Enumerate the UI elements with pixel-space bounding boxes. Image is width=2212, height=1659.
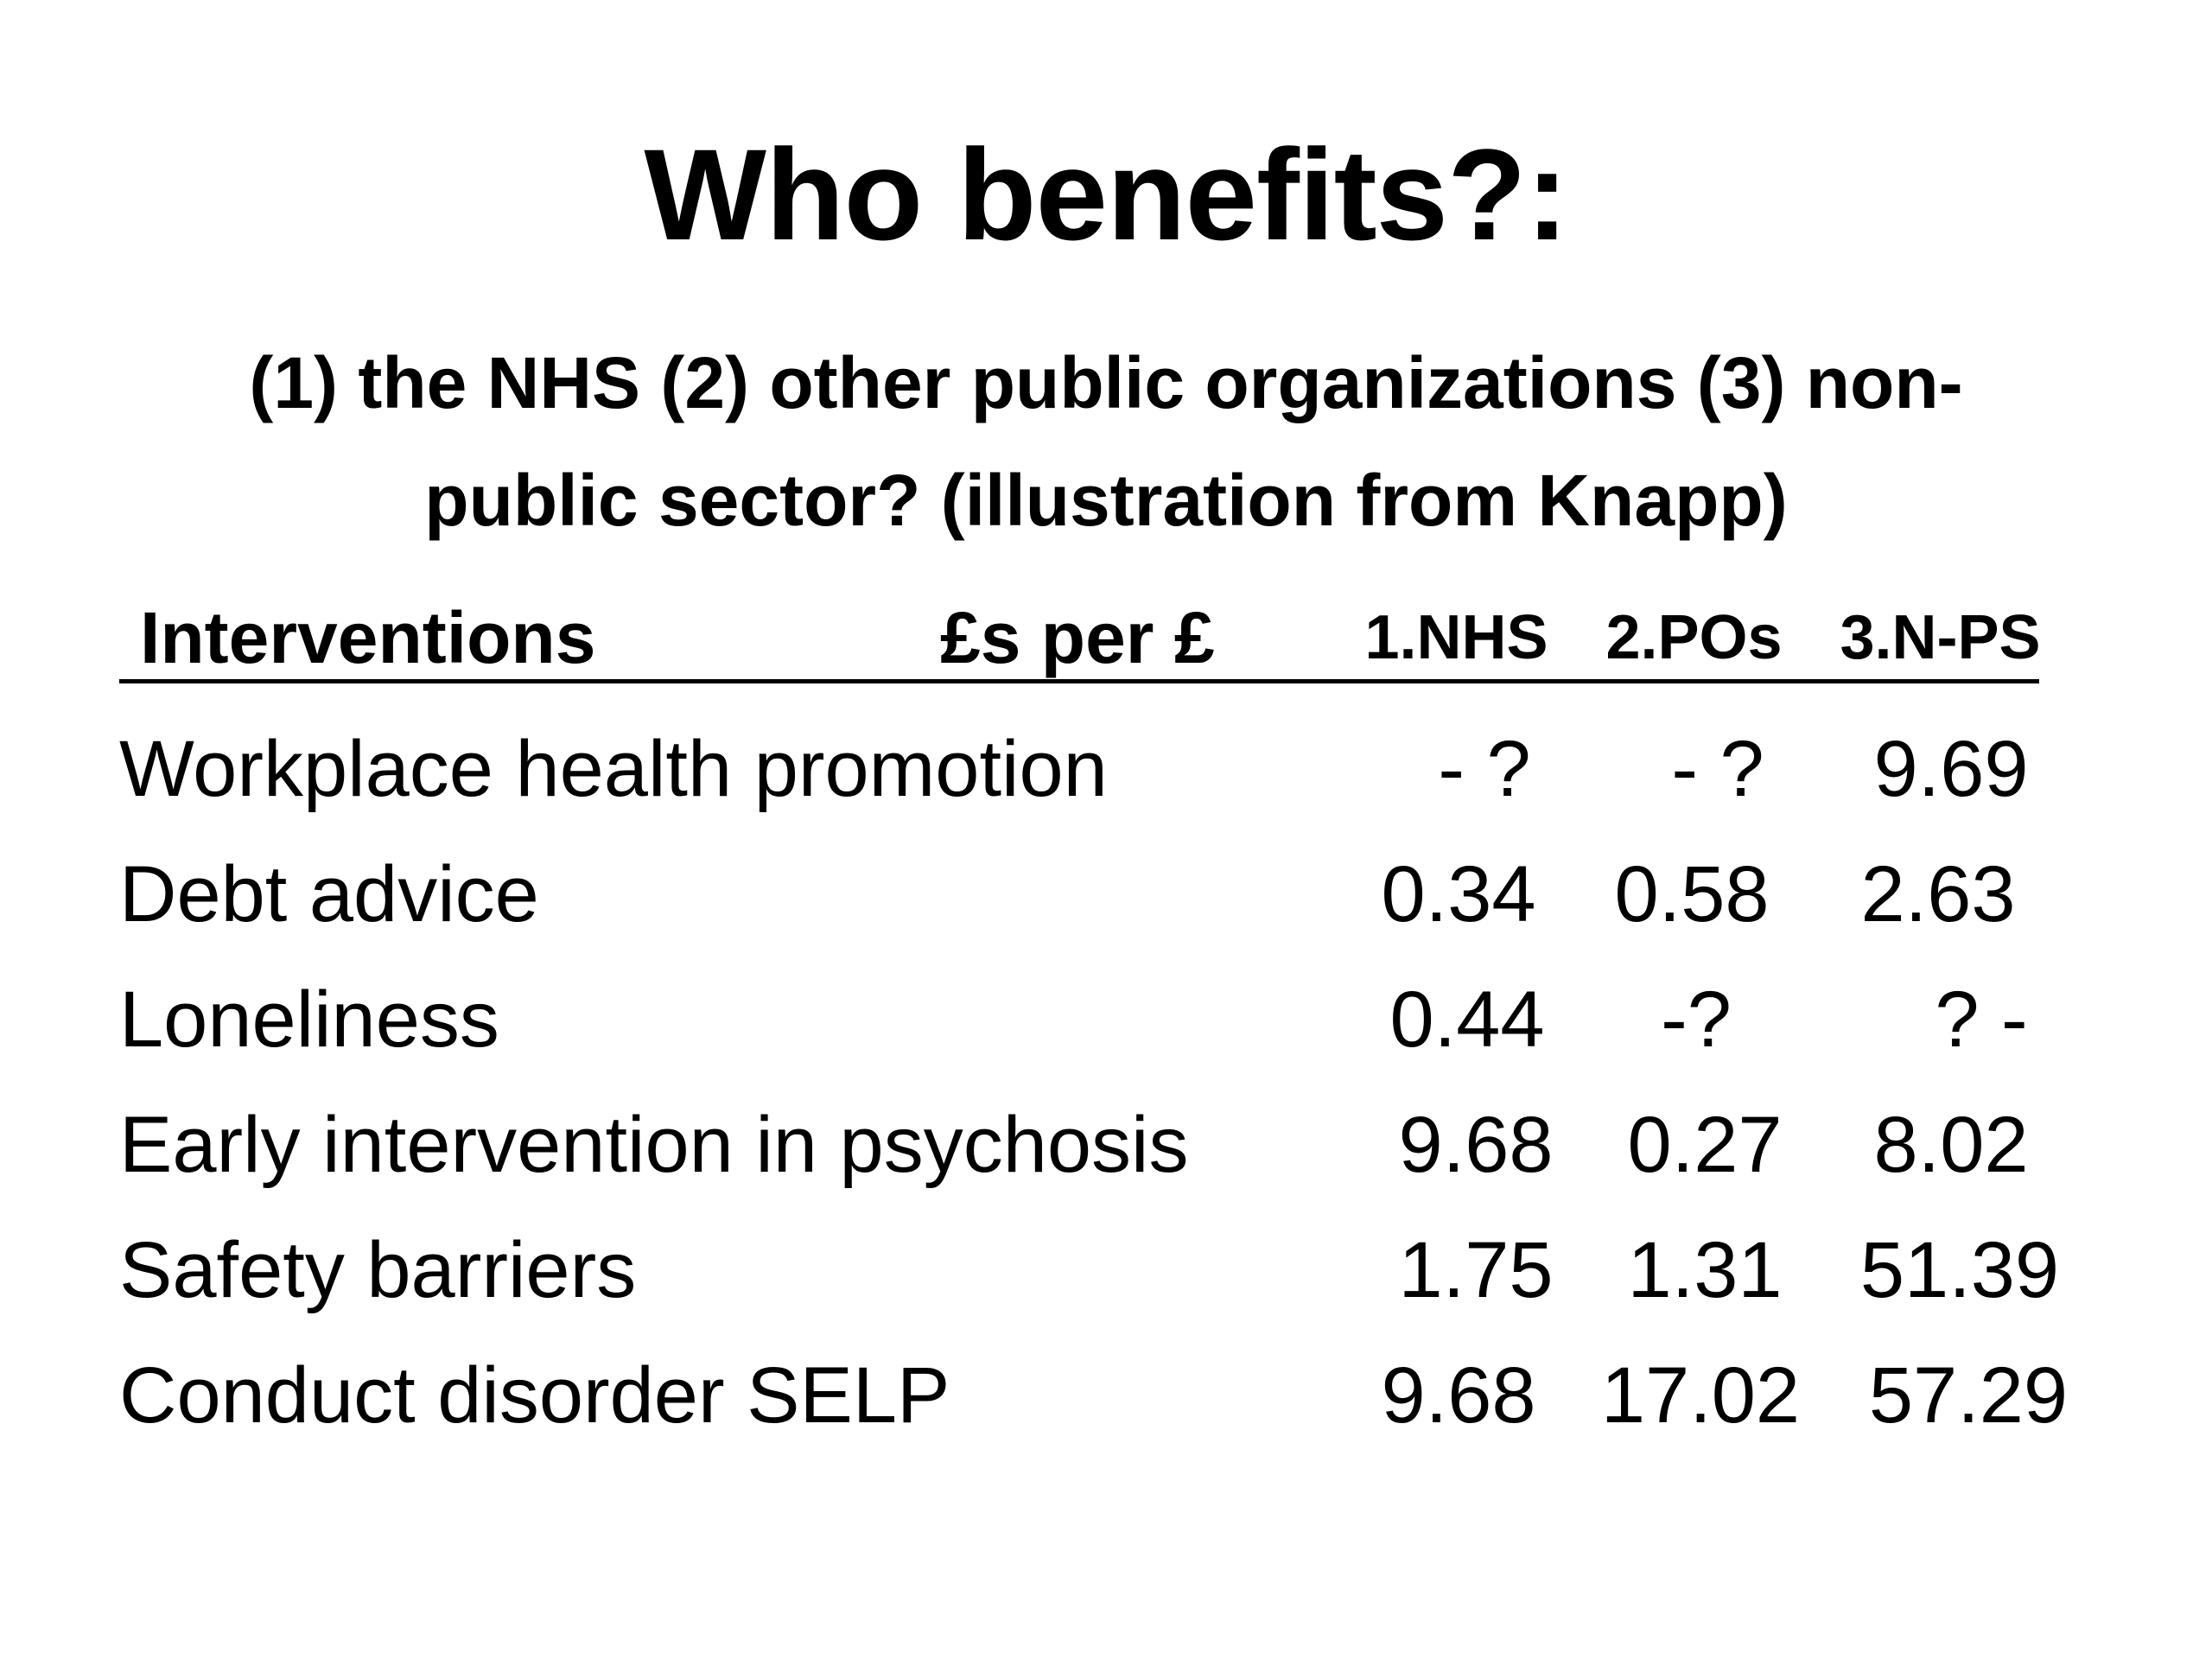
cell-nhs: 1.75 — [1398, 1226, 1554, 1314]
row-label: Safety barriers — [119, 1226, 637, 1314]
row-label: Debt advice — [119, 850, 539, 938]
header-pos: 2.POs — [1605, 603, 1783, 672]
cell-nps: ? - — [1935, 976, 2028, 1064]
cell-pos: 1.31 — [1627, 1226, 1783, 1314]
slide-subtitle: (1) the NHS (2) other public organizations (3) non-public sector? (illustration from Knapp) — [249, 342, 1963, 541]
table-row — [119, 1339, 2107, 1452]
cell-nhs: 9.68 — [1398, 1101, 1554, 1189]
cell-nhs: - ? — [1438, 725, 1531, 813]
cell-nps: 51.39 — [1859, 1226, 2060, 1314]
table-row — [119, 963, 2107, 1076]
cell-pos: 0.27 — [1627, 1101, 1783, 1189]
cell-pos: - ? — [1671, 725, 1764, 813]
table-header-row — [119, 596, 2039, 683]
header-nps: 3.N-PS — [1840, 603, 2041, 672]
header-interventions: Interventions — [140, 597, 596, 678]
table-row — [119, 838, 2107, 950]
cell-nps: 57.29 — [1868, 1351, 2069, 1440]
cell-pos: 0.58 — [1614, 850, 1770, 938]
cell-nhs: 9.68 — [1381, 1351, 1536, 1440]
table-row — [119, 713, 2107, 825]
row-label: Loneliness — [119, 976, 499, 1064]
table-row — [119, 1214, 2107, 1326]
row-label: Early intervention in psychosis — [119, 1101, 1189, 1189]
cell-nhs: 0.34 — [1381, 850, 1536, 938]
table-row — [119, 1089, 2107, 1201]
cell-nhs: 0.44 — [1389, 976, 1545, 1064]
header-per-pound: £s per £ — [940, 597, 1215, 678]
cell-pos: 17.02 — [1600, 1351, 1801, 1440]
row-label: Conduct disorder SELP — [119, 1351, 950, 1440]
cell-nps: 2.63 — [1860, 850, 2016, 938]
row-label: Workplace health promotion — [119, 725, 1108, 813]
cell-pos: -? — [1661, 976, 1732, 1064]
header-nhs: 1.NHS — [1364, 603, 1548, 672]
cell-nps: 8.02 — [1873, 1101, 2029, 1189]
slide-title: Who benefits?: — [644, 122, 1568, 267]
cell-nps: 9.69 — [1873, 725, 2029, 813]
